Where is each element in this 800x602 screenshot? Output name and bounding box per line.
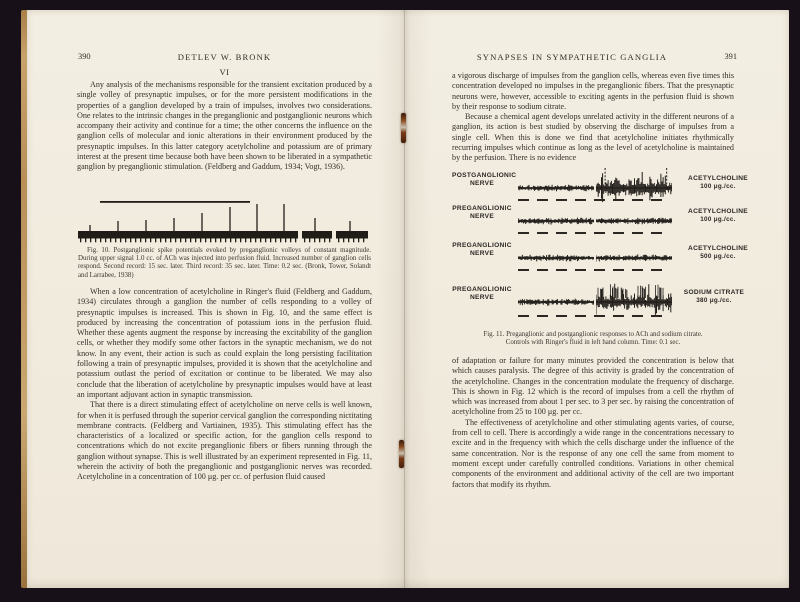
agent-label: ACETYLCHOLINE 100 μg./cc. <box>688 208 748 224</box>
section-heading: VI <box>219 67 230 77</box>
nerve-label: PREGANGLIONIC NERVE <box>452 286 512 302</box>
paragraph: That there is a direct stimulating effect of acetylcholine on nerve cells is well known, for when it is perfused through the superior cervical ganglion the corresponding nictitating membrane contracts. (Feldberg and Vartiainen, 1935). This stimulating effect has the characteristics of a localized or specific action, for the ganglion cells respond to concentrations which do not excite preganglionic fibers or fibers running through the ganglion without synapse. This is well illustrated by an experiment represented in Fig. 11, wherein the activity of both the preganglionic and postganglionic nerves was recorded. Acetylcholine in a concentration of 100 μg. per cc. of perfusion fluid caused <box>77 400 372 482</box>
page-number-right: 391 <box>724 52 737 61</box>
paragraph: of adaptation or failure for many minutes provided the concentration is below that which causes paralysis. The degree of this activity is graded by the concentration of the acetylcholine. Changes in the concentration modulate the frequency of discharge. This is shown in Fig. 12 which is the record of impulses from a cell the rhythm of which was increased from about 1 per sec. to 3 per sec. by raising the concentration of acetylcholine from 25 to 100 μg. per cc. <box>452 356 734 417</box>
right-column-top <box>452 71 734 164</box>
agent-label: SODIUM CITRATE 380 μg./cc. <box>683 289 745 305</box>
page-number-left: 390 <box>78 52 91 61</box>
figure-11-caption: Fig. 11. Preganglionic and postganglionic responses to ACh and sodium citrate. Controls with Ringer's fluid in left hand column. Time: 0.1 sec. <box>483 331 703 347</box>
running-head-left: DETLEV W. BRONK <box>177 52 272 62</box>
staple-bottom <box>399 440 404 468</box>
paragraph: When a low concentration of acetylcholine in Ringer's fluid (Feldberg and Gaddum, 1934) circulates through a ganglion the number of cells responding to a volley of presynaptic impulses is increased. This is shown in Fig. 10, and the same effect is produced by increasing the concentration of potassium ions in the perfusion fluid. Whether these agents augment the response by increasing the excitability of the ganglion cells, or whether they modify some other factors in the synaptic mechanism, we do not know. In any event, their action is such as could explain the long persisting facilitation following a train of presynaptic impulses, provided it is shown that the acetylcholine and potassium outlast the period of excitation or continue to be liberated. We may also conclude that the liberation of acetylcholine by presynaptic impulses would have at least an important adjuvant action in synaptic transmission. <box>77 287 372 399</box>
response-trace <box>596 280 672 320</box>
paragraph: The effectiveness of acetylcholine and other stimulating agents varies, of course, from cell to cell. There is accordingly a wide range in the concentrations necessary to excite and in the frequency with which the cells discharge under the influence of the same concentration. Nor is the response of any one cell the same from moment to moment except under carefully controlled conditions. Variations in other chemical components of the environment and additional activity of the cell are two important factors that modify its rhythm. <box>452 417 734 489</box>
time-marker-line <box>518 315 668 317</box>
left-column-bottom <box>77 287 372 483</box>
gutter-shadow <box>378 10 432 588</box>
agent-label: ACETYLCHOLINE 100 μg./cc. <box>688 175 748 191</box>
paragraph: Because a chemical agent develops unrelated activity in the different neurons of a ganglion, its action is best studied by observing the discharge of impulses from a single cell. When this is done we find that acetylcholine initiates rhythmically recurring impulses which continue as long as the level of acetylcholine is maintained by the perfusion. There is no evidence <box>452 112 734 163</box>
paragraph: Any analysis of the mechanisms responsible for the transient excitation produced by a single volley of presynaptic impulses, or for the more persistent modifications in the properties of a ganglion developed by a train of impulses, involves two considerations. One relates to the intrinsic changes in the preganglionic and postganglionic neurons which accompany their activity and continue for a time; the other concerns the influence on the ganglion cells of molecular and ionic alterations in their environment produced by the presynaptic impulses. In this latter category acetylcholine and potassium are of primary interest at the present time because both have been shown to be liberated in a sympathetic ganglion by preganglionic stimulation. (Feldberg and Gaddum, 1934; Vogt, 1936). <box>77 80 372 172</box>
right-column-bottom <box>452 356 734 490</box>
paragraph: a vigorous discharge of impulses from the ganglion cells, whereas even five times this concentration developed no impulses in the preganglionic fibers. That the presynaptic neurons were, however, accessible to exciting agents in the perfusion fluid is shown by their response to sodium citrate. <box>452 71 734 111</box>
nerve-label: POSTGANGLIONIC NERVE <box>452 172 517 188</box>
left-column-top <box>77 80 372 173</box>
time-marker-line <box>518 232 668 234</box>
running-head-right: SYNAPSES IN SYMPATHETIC GANGLIA <box>476 52 668 62</box>
agent-label: ACETYLCHOLINE 500 μg./cc. <box>688 245 748 261</box>
figure-10-oscillograph-trace <box>78 197 370 247</box>
staple-top <box>401 113 406 143</box>
nerve-label: PREGANGLIONIC NERVE <box>452 242 512 258</box>
control-trace <box>518 280 594 320</box>
fig11-row-preganglionic-2 <box>452 236 764 282</box>
fig11-row-preganglionic-citrate <box>452 280 764 326</box>
nerve-label: PREGANGLIONIC NERVE <box>452 205 512 221</box>
figure-11 <box>452 162 764 332</box>
gutter-crease <box>404 10 405 588</box>
figure-10-caption: Fig. 10. Postganglionic spike potentials evoked by preganglionic volleys of constant magnitude. During upper signal 1.0 cc. of ACh was injected into perfusion fluid. Increased number of ganglion cells respond. Second record: 15 sec. later. Third record: 35 sec. later. Time: 0.2 sec. (Bronk, Tower, Solandt and Larrabee, 1938) <box>78 247 371 279</box>
time-marker-line <box>518 269 668 271</box>
